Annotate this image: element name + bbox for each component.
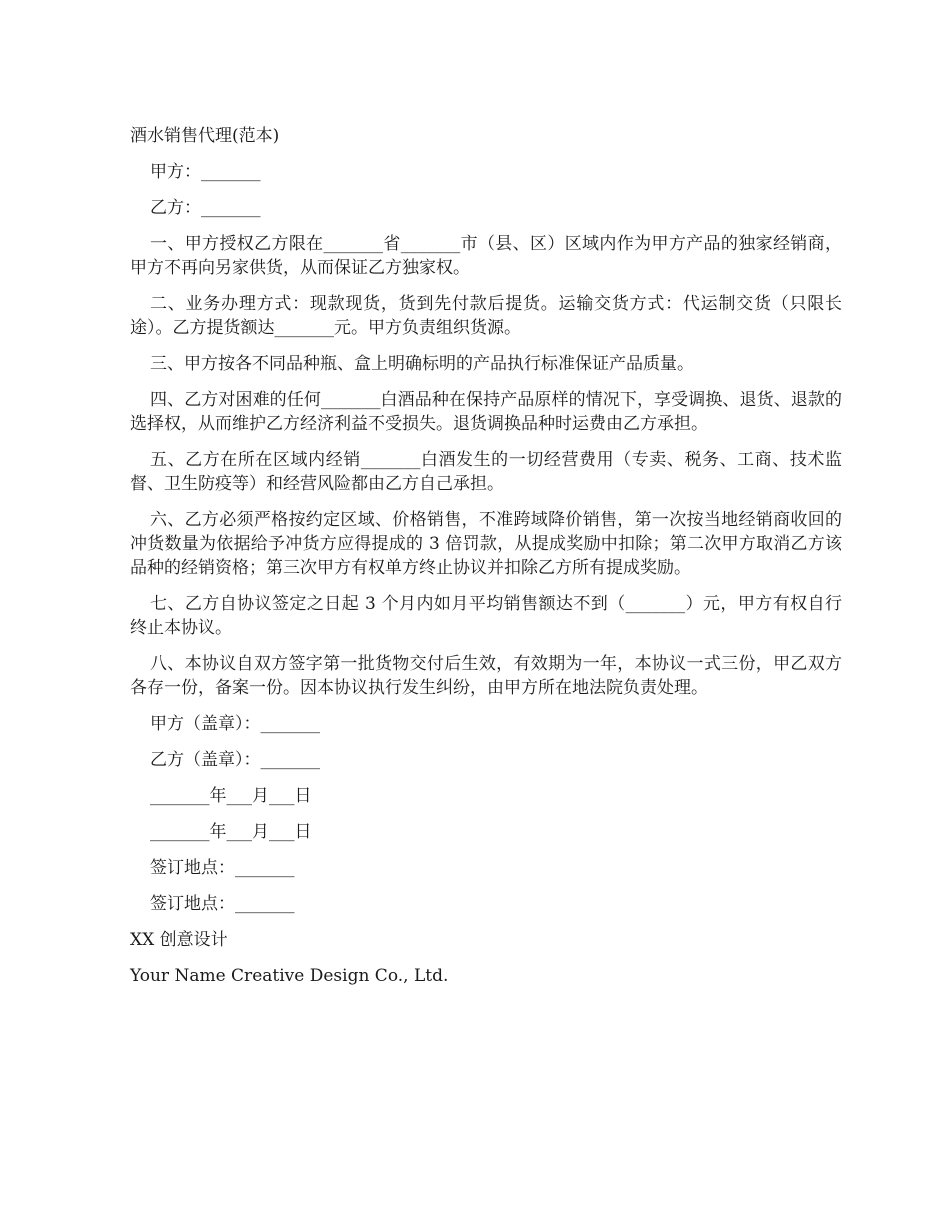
signing-place-line-1: 签订地点：_______: [150, 858, 295, 878]
party-b-seal-line: 乙方（盖章）：_______: [150, 750, 320, 770]
clause-3: 三、甲方按各不同品种瓶、盒上明确标明的产品执行标准保证产品质量。: [150, 354, 694, 374]
document-title: 酒水销售代理(范本): [130, 126, 280, 146]
date-line-1: _______年___月___日: [150, 786, 312, 806]
signing-place-line-2: 签订地点：_______: [150, 894, 295, 914]
clause-4: 四、乙方对困难的任何_______白酒品种在保持产品原样的情况下，享受调换、退货、退款的选择权，从而维护乙方经济利益不受损失。退货调换品种时运费由乙方承担。: [130, 390, 842, 434]
clause-8: 八、本协议自双方签字第一批货物交付后生效，有效期为一年，本协议一式三份，甲乙双方各存一份，备案一份。因本协议执行发生纠纷，由甲方所在地法院负责处理。: [130, 654, 842, 698]
company-name-cn: XX 创意设计: [130, 930, 228, 950]
document-body: [130, 124, 842, 1000]
clause-2: 二、业务办理方式：现款现货，货到先付款后提货。运输交货方式：代运制交货（只限长途）。乙方提货额达_______元。甲方负责组织货源。: [130, 294, 842, 338]
date-line-2: _______年___月___日: [150, 822, 312, 842]
clause-1: 一、甲方授权乙方限在_______省_______市（县、区）区域内作为甲方产品的独家经销商，甲方不再向另家供货，从而保证乙方独家权。: [130, 234, 842, 278]
clause-6: 六、乙方必须严格按约定区域、价格销售，不准跨域降价销售，第一次按当地经销商收回的冲货数量为依据给予冲货方应得提成的 3 倍罚款，从提成奖励中扣除；第二次甲方取消乙方该品种的经销资格；第三次甲方有权单方终止协议并扣除乙方所有提成奖励。: [130, 510, 842, 578]
party-a-line: 甲方：_______: [150, 162, 261, 182]
company-name-en: Your Name Creative Design Co., Ltd.: [130, 966, 449, 986]
party-a-seal-line: 甲方（盖章）：_______: [150, 714, 320, 734]
clause-7: 七、乙方自协议签定之日起 3 个月内如月平均销售额达不到（_______）元，甲方有权自行终止本协议。: [130, 594, 842, 638]
party-b-line: 乙方：_______: [150, 198, 261, 218]
clause-5: 五、乙方在所在区域内经销_______白酒发生的一切经营费用（专卖、税务、工商、技术监督、卫生防疫等）和经营风险都由乙方自己承担。: [130, 450, 842, 494]
